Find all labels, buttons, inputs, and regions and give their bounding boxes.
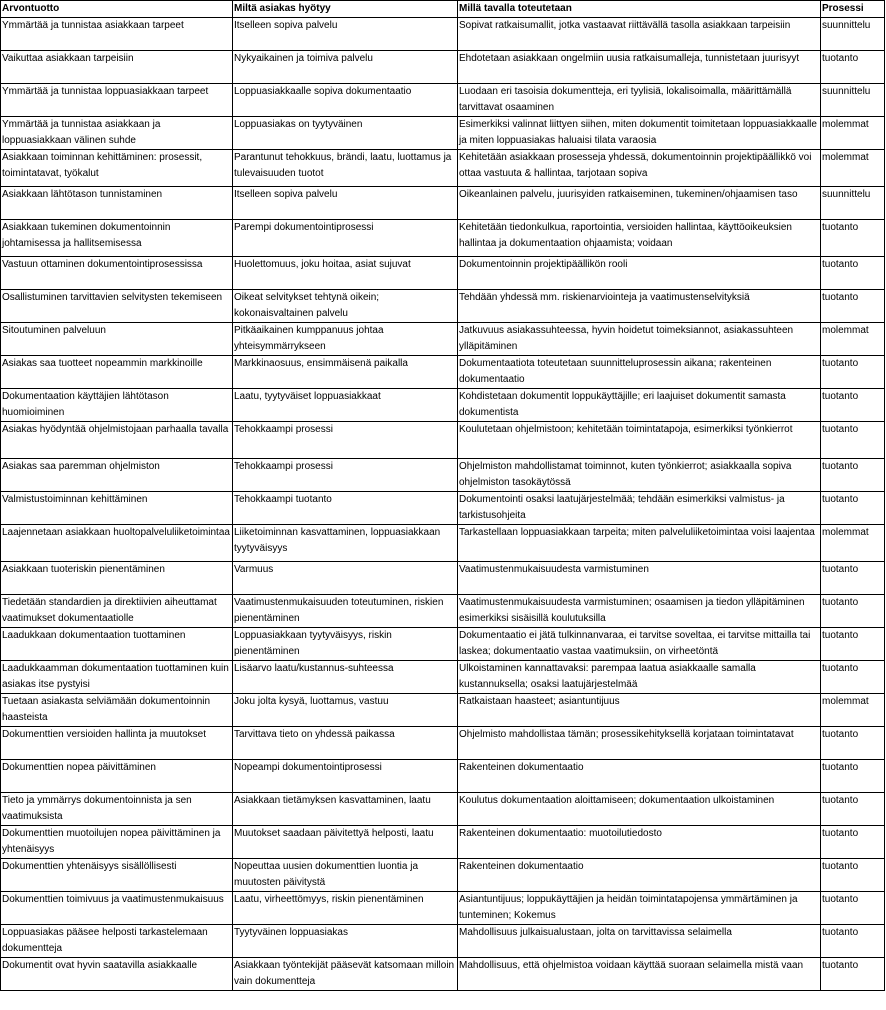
cell-process: tuotanto: [821, 826, 885, 859]
cell-implementation: Oikeanlainen palvelu, juurisyiden ratkaiseminen, tukeminen/ohjaamisen taso: [458, 187, 821, 220]
cell-customer-benefit: Loppuasiakkaan tyytyväisyys, riskin pienentäminen: [233, 628, 458, 661]
cell-customer-benefit: Markkinaosuus, ensimmäisenä paikalla: [233, 356, 458, 389]
cell-customer-benefit: Parantunut tehokkuus, brändi, laatu, luottamus ja tulevaisuuden tuotot: [233, 150, 458, 187]
cell-process: molemmat: [821, 323, 885, 356]
cell-process: tuotanto: [821, 760, 885, 793]
cell-implementation: Luodaan eri tasoisia dokumentteja, eri tyylisiä, lokalisoimalla, määrittämällä tarvittavat osaaminen: [458, 84, 821, 117]
table-row: [1, 958, 885, 991]
cell-value-creation: Dokumentaation käyttäjien lähtötason huomioiminen: [1, 389, 233, 422]
cell-implementation: Mahdollisuus julkaisualustaan, jolta on tarvittavissa selaimella: [458, 925, 821, 958]
cell-value-creation: Tuetaan asiakasta selviämään dokumentoinnin haasteista: [1, 694, 233, 727]
cell-process: tuotanto: [821, 958, 885, 991]
table-row: [1, 925, 885, 958]
table-body: [1, 18, 885, 991]
table-row: [1, 422, 885, 459]
cell-customer-benefit: Tehokkaampi prosessi: [233, 422, 458, 459]
cell-process: tuotanto: [821, 220, 885, 257]
cell-value-creation: Ymmärtää ja tunnistaa asiakkaan tarpeet: [1, 18, 233, 51]
cell-customer-benefit: Itselleen sopiva palvelu: [233, 18, 458, 51]
cell-customer-benefit: Joku jolta kysyä, luottamus, vastuu: [233, 694, 458, 727]
table-row: [1, 290, 885, 323]
table-row: [1, 389, 885, 422]
cell-process: suunnittelu: [821, 187, 885, 220]
cell-value-creation: Valmistustoiminnan kehittäminen: [1, 492, 233, 525]
cell-process: tuotanto: [821, 859, 885, 892]
cell-customer-benefit: Parempi dokumentointiprosessi: [233, 220, 458, 257]
cell-value-creation: Osallistuminen tarvittavien selvitysten tekemiseen: [1, 290, 233, 323]
cell-value-creation: Tieto ja ymmärrys dokumentoinnista ja sen vaatimuksista: [1, 793, 233, 826]
cell-value-creation: Ymmärtää ja tunnistaa asiakkaan ja loppuasiakkaan välinen suhde: [1, 117, 233, 150]
cell-customer-benefit: Tarvittava tieto on yhdessä paikassa: [233, 727, 458, 760]
cell-value-creation: Laadukkaan dokumentaation tuottaminen: [1, 628, 233, 661]
cell-implementation: Ulkoistaminen kannattavaksi: parempaa laatua asiakkaalle samalla kustannuksella; osaksi laatujärjestelmää: [458, 661, 821, 694]
cell-customer-benefit: Liiketoiminnan kasvattaminen, loppuasiakkaan tyytyväisyys: [233, 525, 458, 562]
table-row: [1, 892, 885, 925]
table-row: [1, 595, 885, 628]
cell-value-creation: Dokumentit ovat hyvin saatavilla asiakkaalle: [1, 958, 233, 991]
header-customer-benefit: Miltä asiakas hyötyy: [233, 1, 458, 18]
cell-customer-benefit: Laatu, tyytyväiset loppuasiakkaat: [233, 389, 458, 422]
cell-process: tuotanto: [821, 727, 885, 760]
table-row: [1, 18, 885, 51]
header-process: Prosessi: [821, 1, 885, 18]
table-row: [1, 51, 885, 84]
cell-customer-benefit: Tyytyväinen loppuasiakas: [233, 925, 458, 958]
cell-customer-benefit: Asiakkaan työntekijät pääsevät katsomaan milloin vain dokumentteja: [233, 958, 458, 991]
table-row: [1, 793, 885, 826]
cell-value-creation: Dokumenttien muotoilujen nopea päivittäminen ja yhtenäisyys: [1, 826, 233, 859]
cell-implementation: Koulutus dokumentaation aloittamiseen; dokumentaation ulkoistaminen: [458, 793, 821, 826]
cell-implementation: Kohdistetaan dokumentit loppukäyttäjille; eri laajuiset dokumentit samasta dokumentista: [458, 389, 821, 422]
cell-process: tuotanto: [821, 925, 885, 958]
cell-implementation: Ohjelmisto mahdollistaa tämän; prosessikehityksellä korjataan toimintatavat: [458, 727, 821, 760]
cell-customer-benefit: Nykyaikainen ja toimiva palvelu: [233, 51, 458, 84]
cell-process: tuotanto: [821, 628, 885, 661]
cell-value-creation: Asiakkaan tuoteriskin pienentäminen: [1, 562, 233, 595]
cell-implementation: Tarkastellaan loppuasiakkaan tarpeita; miten palveluliiketoimintaa voisi laajentaa: [458, 525, 821, 562]
cell-customer-benefit: Tehokkaampi prosessi: [233, 459, 458, 492]
cell-process: molemmat: [821, 117, 885, 150]
table-row: [1, 257, 885, 290]
cell-implementation: Rakenteinen dokumentaatio: muotoilutiedosto: [458, 826, 821, 859]
cell-value-creation: Dokumenttien toimivuus ja vaatimustenmukaisuus: [1, 892, 233, 925]
table-row: [1, 628, 885, 661]
cell-customer-benefit: Vaatimustenmukaisuuden toteutuminen, riskien pienentäminen: [233, 595, 458, 628]
cell-process: suunnittelu: [821, 18, 885, 51]
cell-value-creation: Laadukkaamman dokumentaation tuottaminen kuin asiakas itse pystyisi: [1, 661, 233, 694]
cell-value-creation: Asiakas saa paremman ohjelmiston: [1, 459, 233, 492]
cell-implementation: Ehdotetaan asiakkaan ongelmiin uusia ratkaisumalleja, tunnistetaan juurisyyt: [458, 51, 821, 84]
cell-value-creation: Ymmärtää ja tunnistaa loppuasiakkaan tarpeet: [1, 84, 233, 117]
cell-value-creation: Loppuasiakas pääsee helposti tarkastelemaan dokumentteja: [1, 925, 233, 958]
cell-process: tuotanto: [821, 661, 885, 694]
cell-customer-benefit: Nopeampi dokumentointiprosessi: [233, 760, 458, 793]
table-row: [1, 150, 885, 187]
cell-value-creation: Asiakas saa tuotteet nopeammin markkinoille: [1, 356, 233, 389]
cell-implementation: Rakenteinen dokumentaatio: [458, 760, 821, 793]
cell-process: tuotanto: [821, 562, 885, 595]
table-row: [1, 323, 885, 356]
cell-customer-benefit: Tehokkaampi tuotanto: [233, 492, 458, 525]
cell-value-creation: Tiedetään standardien ja direktiivien aiheuttamat vaatimukset dokumentaatiolle: [1, 595, 233, 628]
table-row: [1, 661, 885, 694]
cell-process: tuotanto: [821, 290, 885, 323]
cell-process: tuotanto: [821, 793, 885, 826]
cell-implementation: Kehitetään tiedonkulkua, raportointia, versioiden hallintaa, käyttöoikeuksien hallintaa ja dokumentaation ohjaamista; voidaan: [458, 220, 821, 257]
cell-process: molemmat: [821, 525, 885, 562]
cell-customer-benefit: Pitkäaikainen kumppanuus johtaa yhteisymmärrykseen: [233, 323, 458, 356]
table-row: [1, 760, 885, 793]
cell-value-creation: Laajennetaan asiakkaan huoltopalveluliiketoimintaa: [1, 525, 233, 562]
cell-process: tuotanto: [821, 51, 885, 84]
cell-process: tuotanto: [821, 389, 885, 422]
cell-implementation: Vaatimustenmukaisuudesta varmistuminen: [458, 562, 821, 595]
cell-process: tuotanto: [821, 356, 885, 389]
cell-implementation: Dokumentoinnin projektipäällikön rooli: [458, 257, 821, 290]
cell-implementation: Vaatimustenmukaisuudesta varmistuminen; osaamisen ja tiedon ylläpitäminen esimerkiksi sisäisillä koulutuksilla: [458, 595, 821, 628]
table-row: [1, 727, 885, 760]
table-row: [1, 187, 885, 220]
cell-process: suunnittelu: [821, 84, 885, 117]
cell-value-creation: Asiakkaan tukeminen dokumentoinnin johtamisessa ja hallitsemisessa: [1, 220, 233, 257]
table-row: [1, 459, 885, 492]
cell-process: tuotanto: [821, 459, 885, 492]
cell-value-creation: Dokumenttien yhtenäisyys sisällöllisesti: [1, 859, 233, 892]
cell-process: tuotanto: [821, 422, 885, 459]
cell-process: tuotanto: [821, 492, 885, 525]
header-implementation: Millä tavalla toteutetaan: [458, 1, 821, 18]
cell-customer-benefit: Loppuasiakkaalle sopiva dokumentaatio: [233, 84, 458, 117]
table-row: [1, 117, 885, 150]
cell-process: tuotanto: [821, 595, 885, 628]
cell-implementation: Ohjelmiston mahdollistamat toiminnot, kuten työnkierrot; asiakkaalla sopiva ohjelmiston tasokäytössä: [458, 459, 821, 492]
cell-value-creation: Dokumenttien nopea päivittäminen: [1, 760, 233, 793]
cell-implementation: Asiantuntijuus; loppukäyttäjien ja heidän toimintatapojensa ymmärtäminen ja tunteminen; Kokemus: [458, 892, 821, 925]
cell-implementation: Tehdään yhdessä mm. riskienarviointeja ja vaatimustenselvityksiä: [458, 290, 821, 323]
cell-implementation: Rakenteinen dokumentaatio: [458, 859, 821, 892]
table-row: [1, 694, 885, 727]
cell-implementation: Koulutetaan ohjelmistoon; kehitetään toimintatapoja, esimerkiksi työnkierrot: [458, 422, 821, 459]
cell-implementation: Kehitetään asiakkaan prosesseja yhdessä, dokumentoinnin projektipäällikkö voi ottaa vastuuta & hallintaa, tarjotaan sopiva: [458, 150, 821, 187]
cell-customer-benefit: Varmuus: [233, 562, 458, 595]
cell-value-creation: Asiakas hyödyntää ohjelmistojaan parhaalla tavalla: [1, 422, 233, 459]
table-row: [1, 220, 885, 257]
table-row: [1, 826, 885, 859]
table-row: [1, 84, 885, 117]
cell-customer-benefit: Laatu, virheettömyys, riskin pienentäminen: [233, 892, 458, 925]
cell-process: tuotanto: [821, 892, 885, 925]
cell-customer-benefit: Huolettomuus, joku hoitaa, asiat sujuvat: [233, 257, 458, 290]
table-row: [1, 525, 885, 562]
cell-value-creation: Asiakkaan toiminnan kehittäminen: prosessit, toimintatavat, työkalut: [1, 150, 233, 187]
cell-implementation: Ratkaistaan haasteet; asiantuntijuus: [458, 694, 821, 727]
cell-value-creation: Vaikuttaa asiakkaan tarpeisiin: [1, 51, 233, 84]
cell-value-creation: Dokumenttien versioiden hallinta ja muutokset: [1, 727, 233, 760]
cell-implementation: Dokumentaatiota toteutetaan suunnitteluprosessin aikana; rakenteinen dokumentaatio: [458, 356, 821, 389]
header-row: [1, 1, 885, 18]
cell-process: molemmat: [821, 150, 885, 187]
cell-customer-benefit: Asiakkaan tietämyksen kasvattaminen, laatu: [233, 793, 458, 826]
cell-process: tuotanto: [821, 257, 885, 290]
cell-customer-benefit: Oikeat selvitykset tehtynä oikein; kokonaisvaltainen palvelu: [233, 290, 458, 323]
table-row: [1, 562, 885, 595]
cell-implementation: Sopivat ratkaisumallit, jotka vastaavat riittävällä tasolla asiakkaan tarpeisiin: [458, 18, 821, 51]
cell-process: molemmat: [821, 694, 885, 727]
cell-implementation: Esimerkiksi valinnat liittyen siihen, miten dokumentit toimitetaan loppuasiakkaalle ja miten loppuasiakas haluaisi tilata varaosia: [458, 117, 821, 150]
cell-implementation: Dokumentaatio ei jätä tulkinnanvaraa, ei tarvitse soveltaa, ei tarvitse mittailla tai laskea; dokumentaatio vastaa vaatimuksiin, on virheetöntä: [458, 628, 821, 661]
table-row: [1, 859, 885, 892]
cell-customer-benefit: Itselleen sopiva palvelu: [233, 187, 458, 220]
table-row: [1, 356, 885, 389]
cell-value-creation: Sitoutuminen palveluun: [1, 323, 233, 356]
cell-customer-benefit: Lisäarvo laatu/kustannus-suhteessa: [233, 661, 458, 694]
cell-implementation: Dokumentointi osaksi laatujärjestelmää; tehdään esimerkiksi valmistus- ja tarkistusohjeita: [458, 492, 821, 525]
cell-customer-benefit: Nopeuttaa uusien dokumenttien luontia ja muutosten päivitystä: [233, 859, 458, 892]
cell-implementation: Mahdollisuus, että ohjelmistoa voidaan käyttää suoraan selaimella mistä vaan: [458, 958, 821, 991]
table-row: [1, 492, 885, 525]
cell-value-creation: Asiakkaan lähtötason tunnistaminen: [1, 187, 233, 220]
header-value-creation: Arvontuotto: [1, 1, 233, 18]
cell-implementation: Jatkuvuus asiakassuhteessa, hyvin hoidetut toimeksiannot, asiakassuhteen ylläpitäminen: [458, 323, 821, 356]
cell-customer-benefit: Loppuasiakas on tyytyväinen: [233, 117, 458, 150]
cell-customer-benefit: Muutokset saadaan päivitettyä helposti, laatu: [233, 826, 458, 859]
cell-value-creation: Vastuun ottaminen dokumentointiprosessissa: [1, 257, 233, 290]
